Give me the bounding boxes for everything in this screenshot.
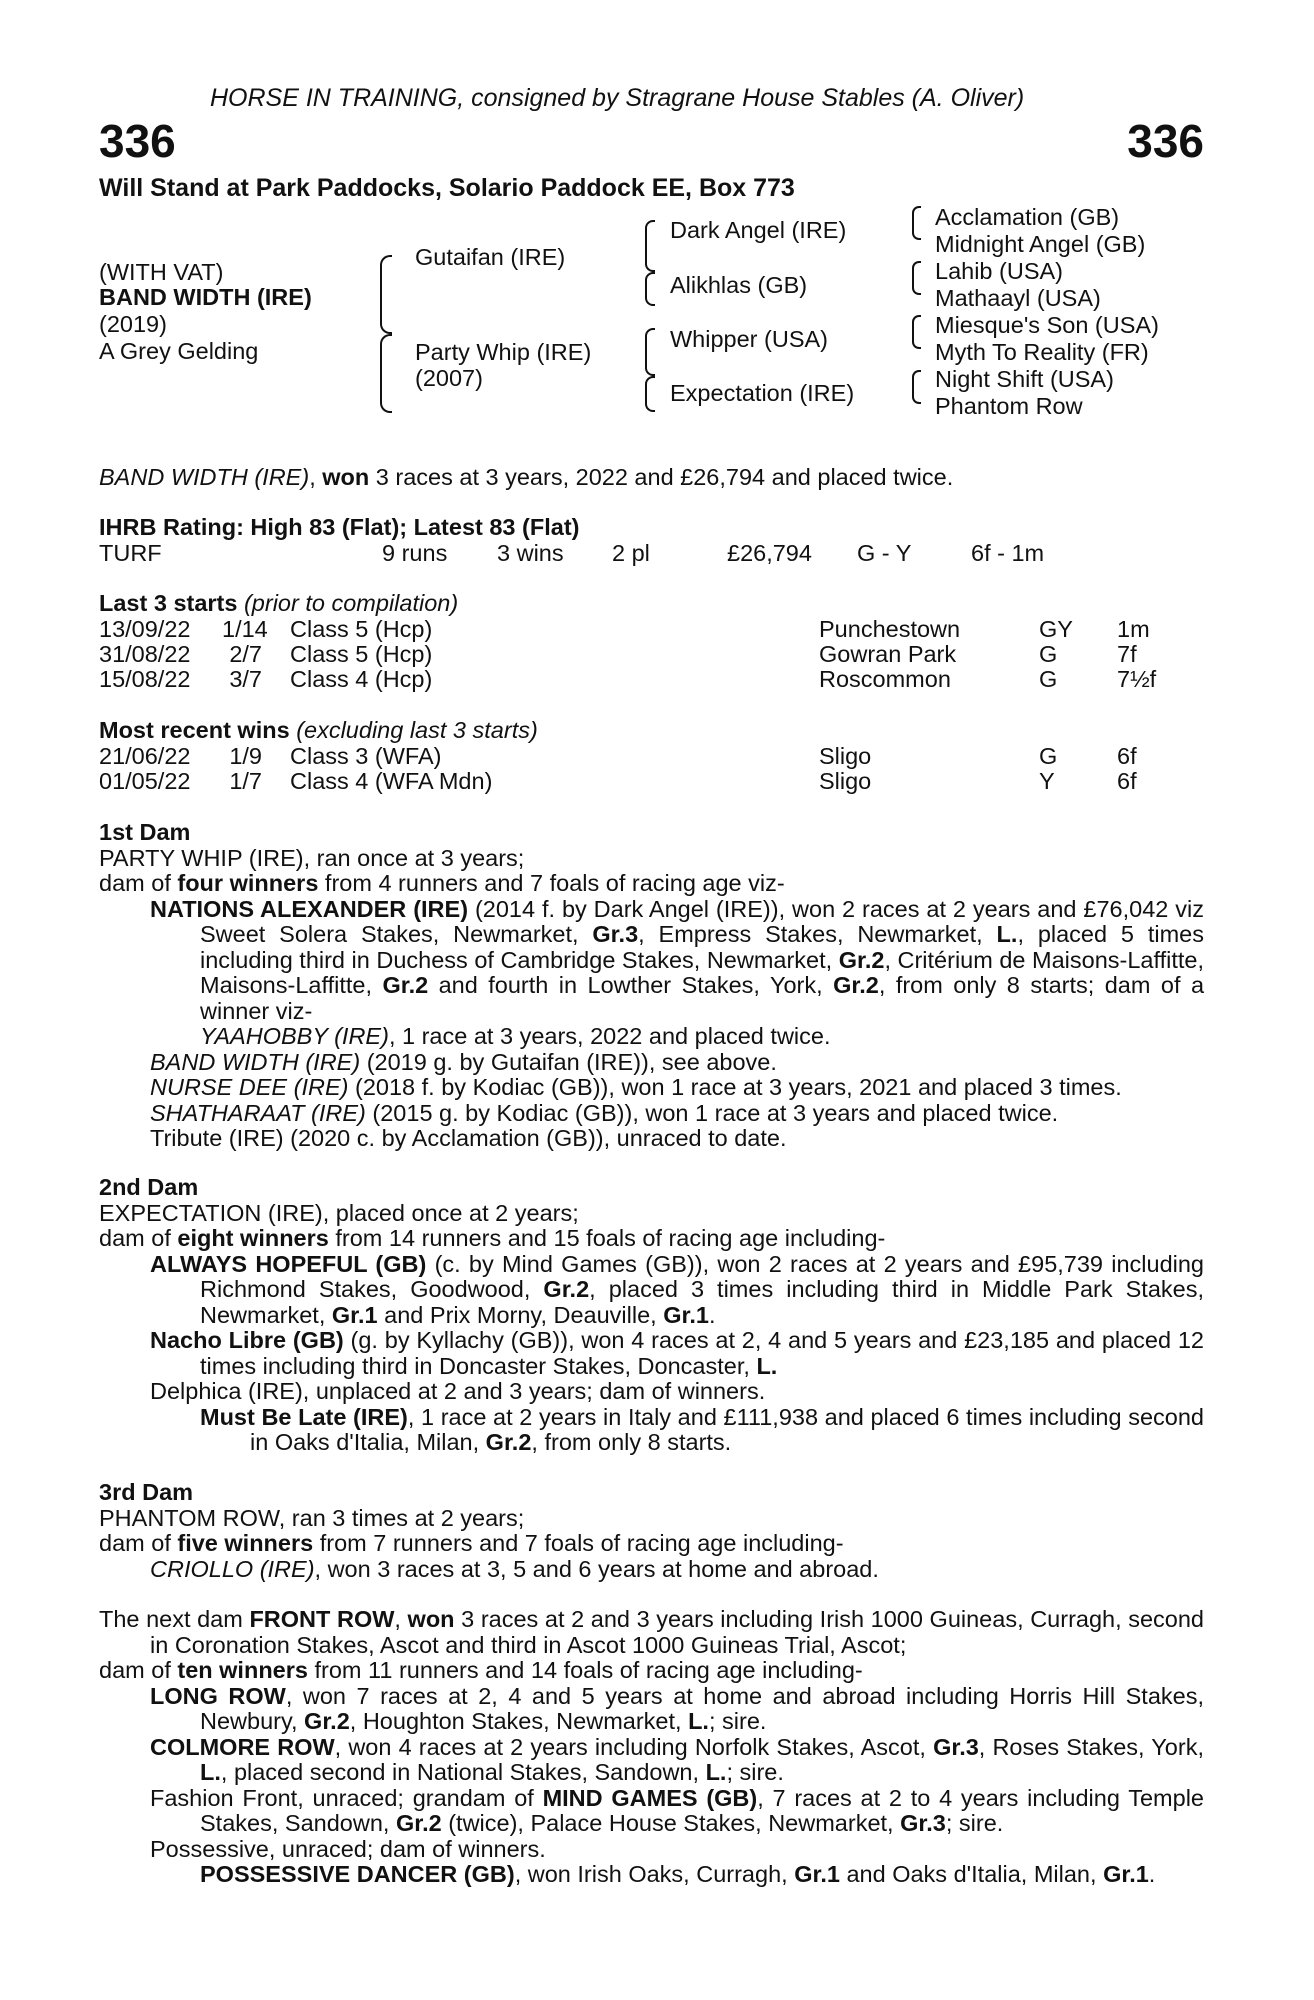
horse-year: (2019): [99, 311, 167, 337]
text: (2015 g. by Kodiac (GB)), won 1 race at 3 years and placed twice.: [365, 1099, 1059, 1126]
entry-body: [200, 1862, 1204, 1888]
text: (g. by Kyllachy (GB)), won 4 races at 2, 4 and 5 years and £23,185 and placed 12 times including third in Doncaster Stakes, Doncaster,: [200, 1327, 1205, 1379]
entry-body: [200, 1405, 1204, 1456]
next-dam-section: [99, 1607, 1204, 1888]
win-position: 1/7: [229, 768, 262, 794]
text: , from only 8 starts.: [531, 1429, 732, 1455]
grade: Gr.2: [382, 972, 429, 998]
produce-entry: [99, 1024, 1204, 1050]
text: dam of: [99, 1657, 178, 1683]
form-distance: 7½f: [1117, 666, 1157, 692]
form-distance: 1m: [1117, 616, 1150, 642]
text: , Critérium de Maisons-Laffitte, Maisons-Laffitte,: [200, 946, 1205, 998]
produce-name: POSSESSIVE DANCER (GB): [200, 1861, 515, 1887]
text: (c. by Mind Games (GB)), won 2 races at 2 years and £95,739 including Richmond Stakes, Goodwood,: [200, 1250, 1204, 1302]
win-course: Sligo: [819, 768, 872, 794]
text: (2018 f. by Kodiac (GB)), won 1 race at 3 years, 2021 and placed 3 times.: [348, 1074, 1122, 1100]
win-position: 1/9: [229, 743, 262, 769]
gen3-1: Acclamation (GB): [935, 204, 1120, 230]
produce-entry: [99, 1557, 1204, 1583]
win-distance: 6f: [1117, 768, 1137, 794]
grade: Gr.2: [485, 1429, 532, 1455]
grade: Gr.2: [395, 1810, 442, 1836]
next-dam-line: [99, 1607, 1204, 1658]
produce-entry: [99, 1405, 1204, 1456]
text: .: [1148, 1861, 1156, 1887]
pedigree-brace: [380, 334, 392, 413]
text: (2019 g. by Gutaifan (IRE)), see above.: [360, 1048, 777, 1075]
winners-count: five winners: [177, 1530, 314, 1556]
second-dam-line: EXPECTATION (IRE), placed once at 2 years;: [99, 1199, 579, 1226]
next-dam-produce: [99, 1658, 1204, 1684]
grade: Gr.1: [663, 1301, 709, 1328]
produce-name: NURSE DEE (IRE): [150, 1074, 349, 1100]
grade: Gr.1: [794, 1861, 840, 1887]
produce-entry: [99, 1735, 1204, 1786]
dam-name: Party Whip (IRE): [415, 339, 592, 365]
text: , 1 race at 3 years, 2022 and placed twice.: [388, 1023, 831, 1049]
form-going: G: [1039, 641, 1058, 667]
last-starts-heading: [99, 591, 458, 617]
rating-runs: 9 runs: [382, 540, 448, 566]
produce-entry: [99, 1252, 1204, 1329]
produce-name: CRIOLLO (IRE): [150, 1555, 315, 1582]
pedigree-brace: [912, 261, 921, 295]
grade: Gr.2: [833, 972, 879, 998]
produce-name: Must Be Late (IRE): [200, 1403, 408, 1430]
form-course: Gowran Park: [819, 641, 957, 667]
produce-entry: Delphica (IRE), unplaced at 2 and 3 years; dam of winners.: [150, 1378, 766, 1404]
produce-name: NATIONS ALEXANDER (IRE): [150, 895, 469, 922]
winners-count: eight winners: [177, 1225, 329, 1251]
entry-body: [150, 1786, 1204, 1837]
text: , Houghton Stakes, Newmarket,: [349, 1708, 689, 1734]
grade: Gr.1: [331, 1301, 378, 1328]
text: , won 7 races at 2, 4 and 5 years at home and abroad including Horris Hill Stakes, Newbury,: [200, 1682, 1205, 1734]
win-distance: 6f: [1117, 743, 1137, 769]
rating-distance: 6f - 1m: [971, 540, 1045, 566]
horse-name: BAND WIDTH (IRE): [99, 284, 312, 310]
produce-name: BAND WIDTH (IRE): [150, 1048, 361, 1075]
sire-dam: Alikhlas (GB): [670, 272, 808, 298]
form-class: Class 5 (Hcp): [290, 641, 433, 667]
third-dam-section: [99, 1480, 1204, 1582]
grade: Gr.2: [838, 946, 885, 973]
entry-body: [150, 1252, 1204, 1329]
form-position: 2/7: [229, 641, 262, 667]
text: and Oaks d'Italia, Milan,: [839, 1861, 1104, 1887]
last-starts-note: (prior to compilation): [243, 590, 459, 616]
text: , Roses Stakes, York,: [978, 1733, 1204, 1760]
gen3-6: Myth To Reality (FR): [935, 339, 1149, 365]
win-class: Class 3 (WFA): [290, 743, 442, 769]
text: , won 3 races at 3, 5 and 6 years at home and abroad.: [314, 1555, 879, 1582]
winners-count: ten winners: [177, 1657, 308, 1683]
gen3-8: Phantom Row: [935, 393, 1083, 419]
third-dam-line: PHANTOM ROW, ran 3 times at 2 years;: [99, 1504, 525, 1531]
form-date: 31/08/22: [99, 641, 191, 667]
produce-name: Nacho Libre (GB): [150, 1327, 344, 1353]
entry-body: [150, 897, 1204, 1025]
text: dam of: [99, 870, 178, 896]
summary-won: won: [322, 464, 370, 490]
stand-location: Will Stand at Park Paddocks, Solario Paddock EE, Box 773: [99, 174, 795, 202]
text: The next dam: [99, 1606, 250, 1632]
form-class: Class 5 (Hcp): [290, 616, 433, 642]
grade: Gr.1: [1103, 1861, 1149, 1887]
text: ,: [394, 1606, 408, 1632]
text: , from only 8 starts; dam of a winner viz-: [200, 972, 1205, 1024]
recent-wins-heading: [99, 718, 538, 744]
gen3-4: Mathaayl (USA): [935, 285, 1101, 311]
text: , placed 3 times including third in Middle Park Stakes, Newmarket,: [200, 1276, 1204, 1328]
grade: Gr.3: [592, 921, 639, 947]
third-dam-title: 3rd Dam: [99, 1479, 194, 1505]
gen3-3: Lahib (USA): [935, 258, 1063, 284]
form-course: Punchestown: [819, 616, 961, 642]
pedigree-brace: [912, 206, 921, 240]
form-class: Class 4 (Hcp): [290, 666, 433, 692]
recent-wins-note: (excluding last 3 starts): [296, 717, 538, 743]
grade: L.: [705, 1759, 727, 1785]
next-dam-name: FRONT ROW: [249, 1606, 395, 1632]
text: , 1 race at 2 years in Italy and £111,938 and placed 6 times including second in Oaks d'Italia, Milan,: [250, 1403, 1204, 1455]
pedigree-brace: [645, 272, 655, 306]
text: , placed 5 times including third in Duchess of Cambridge Stakes, Newmarket,: [200, 921, 1204, 973]
rating-earnings: £26,794: [727, 540, 812, 566]
produce-entry: Possessive, unraced; dam of winners.: [150, 1835, 546, 1862]
text: dam of: [99, 1225, 178, 1251]
rating-title: IHRB Rating: High 83 (Flat); Latest 83 (Flat): [99, 514, 580, 540]
summary-text: 3 races at 3 years, 2022 and £26,794 and placed twice.: [375, 464, 954, 490]
rating-row: [99, 541, 1099, 567]
win-row: [99, 744, 1209, 770]
form-row: [99, 667, 1209, 693]
produce-name: YAAHOBBY (IRE): [200, 1023, 389, 1049]
pedigree-brace: [912, 315, 921, 349]
pedigree-brace: [380, 255, 392, 334]
produce-entry: [99, 1050, 1204, 1076]
win-class: Class 4 (WFA Mdn): [290, 768, 493, 794]
text: 3 races at 2 and 3 years including Irish 1000 Guineas, Curragh, second in Coronation Stakes, Ascot and third in Ascot 1000 Guineas Trial, Ascot;: [150, 1606, 1205, 1658]
winners-count: four winners: [177, 870, 319, 896]
text: , won 4 races at 2 years including Norfolk Stakes, Ascot,: [334, 1733, 934, 1760]
grade: L.: [200, 1759, 221, 1785]
grade: L.: [996, 921, 1018, 947]
text: from 11 runners and 14 foals of racing age including-: [307, 1657, 863, 1683]
race-summary: [99, 465, 953, 491]
produce-entry: [99, 1075, 1204, 1101]
won-label: won: [407, 1606, 455, 1632]
dam-year: (2007): [415, 365, 483, 391]
form-course: Roscommon: [819, 666, 951, 692]
form-date: 13/09/22: [99, 616, 191, 642]
form-going: G: [1039, 666, 1058, 692]
form-distance: 7f: [1117, 641, 1137, 667]
produce-entry: [99, 897, 1204, 1025]
produce-name: ALWAYS HOPEFUL (GB): [150, 1250, 427, 1277]
entry-body: [99, 1607, 1204, 1658]
text: , placed second in National Stakes, Sandown,: [220, 1759, 706, 1785]
rating-surface: TURF: [99, 540, 162, 566]
entry-body: [150, 1328, 1204, 1379]
text: , 7 races at 2 to 4 years including Temple Stakes, Sandown,: [200, 1784, 1204, 1836]
form-row: [99, 617, 1209, 643]
grade: Gr.2: [304, 1708, 350, 1734]
form-position: 1/14: [222, 616, 268, 642]
text: ; sire.: [945, 1810, 1004, 1836]
dam-dam: Expectation (IRE): [670, 380, 855, 406]
win-course: Sligo: [819, 743, 872, 769]
grade: Gr.2: [543, 1276, 590, 1302]
horse-description: A Grey Gelding: [99, 338, 259, 364]
grade: L.: [756, 1352, 778, 1379]
rating-wins: 3 wins: [497, 540, 564, 566]
first-dam-section: [99, 820, 1204, 1152]
produce-name: LONG ROW: [150, 1682, 286, 1709]
dam-sire: Whipper (USA): [670, 326, 829, 352]
rating-placed: 2 pl: [612, 540, 650, 566]
grade: Gr.3: [900, 1810, 946, 1836]
recent-wins-title: Most recent wins: [99, 717, 290, 743]
text: and Prix Morny, Deauville,: [377, 1301, 664, 1328]
grade: Gr.3: [933, 1733, 979, 1760]
produce-entry: [99, 1862, 1204, 1888]
gen3-7: Night Shift (USA): [935, 366, 1114, 392]
produce-name: MIND GAMES (GB): [542, 1784, 758, 1811]
text: ; sire.: [708, 1708, 767, 1734]
text: (2014 f. by Dark Angel (IRE)), won 2 races at 2 years and £76,042 viz Sweet Solera Stakes, Newmarket,: [200, 895, 1204, 947]
produce-entry: [99, 1684, 1204, 1735]
win-going: Y: [1039, 768, 1055, 794]
text: from 7 runners and 7 foals of racing age including-: [313, 1530, 844, 1556]
text: (twice), Palace House Stakes, Newmarket,: [441, 1810, 901, 1836]
produce-name: SHATHARAAT (IRE): [150, 1099, 366, 1126]
second-dam-produce: [99, 1226, 1204, 1252]
produce-entry: [99, 1101, 1204, 1127]
second-dam-section: [99, 1175, 1204, 1456]
summary-sep: ,: [309, 464, 316, 490]
third-dam-produce: [99, 1531, 1204, 1557]
lot-number-left: 336: [99, 115, 176, 167]
win-date: 21/06/22: [99, 743, 191, 769]
text: and fourth in Lowther Stakes, York,: [428, 972, 834, 998]
sire-name: Gutaifan (IRE): [415, 244, 566, 270]
text: .: [708, 1301, 716, 1328]
text: dam of: [99, 1530, 178, 1556]
pedigree-brace: [912, 370, 921, 404]
win-row: [99, 769, 1209, 795]
produce-entry: [99, 1786, 1204, 1837]
text: Fashion Front, unraced; grandam of: [150, 1784, 543, 1811]
text: , won Irish Oaks, Curragh,: [514, 1861, 795, 1887]
entry-body: [150, 1684, 1204, 1735]
lot-number-right: 336: [1127, 115, 1204, 167]
consignor-line: HORSE IN TRAINING, consigned by Stragrane House Stables (A. Oliver): [210, 84, 1025, 112]
gen3-5: Miesque's Son (USA): [935, 312, 1159, 338]
gen3-2: Midnight Angel (GB): [935, 231, 1146, 257]
summary-horse-name: BAND WIDTH (IRE): [99, 464, 310, 490]
text: from 14 runners and 15 foals of racing age including-: [328, 1225, 886, 1251]
produce-name: COLMORE ROW: [150, 1733, 335, 1760]
produce-entry: Tribute (IRE) (2020 c. by Acclamation (GB)), unraced to date.: [150, 1125, 787, 1151]
entry-body: [150, 1735, 1204, 1786]
sire-sire: Dark Angel (IRE): [670, 217, 847, 243]
first-dam-line: PARTY WHIP (IRE), ran once at 3 years;: [99, 844, 525, 871]
text: , Empress Stakes, Newmarket,: [638, 921, 997, 947]
form-row: [99, 642, 1209, 668]
first-dam-produce: [99, 871, 1204, 897]
text: ; sire.: [726, 1759, 784, 1785]
win-going: G: [1039, 743, 1058, 769]
first-dam-title: 1st Dam: [99, 819, 191, 845]
form-position: 3/7: [229, 666, 262, 692]
text: from 4 runners and 7 foals of racing age viz-: [318, 870, 785, 896]
pedigree-brace: [645, 220, 655, 272]
second-dam-title: 2nd Dam: [99, 1174, 199, 1200]
vat-label: (WITH VAT): [99, 259, 224, 285]
form-going: GY: [1039, 616, 1073, 642]
rating-going: G - Y: [857, 540, 912, 566]
produce-entry: [99, 1328, 1204, 1379]
pedigree-brace: [645, 376, 655, 412]
win-date: 01/05/22: [99, 768, 191, 794]
grade: L.: [688, 1708, 709, 1734]
last-starts-title: Last 3 starts: [99, 590, 238, 616]
form-date: 15/08/22: [99, 666, 191, 692]
pedigree-brace: [645, 328, 655, 376]
